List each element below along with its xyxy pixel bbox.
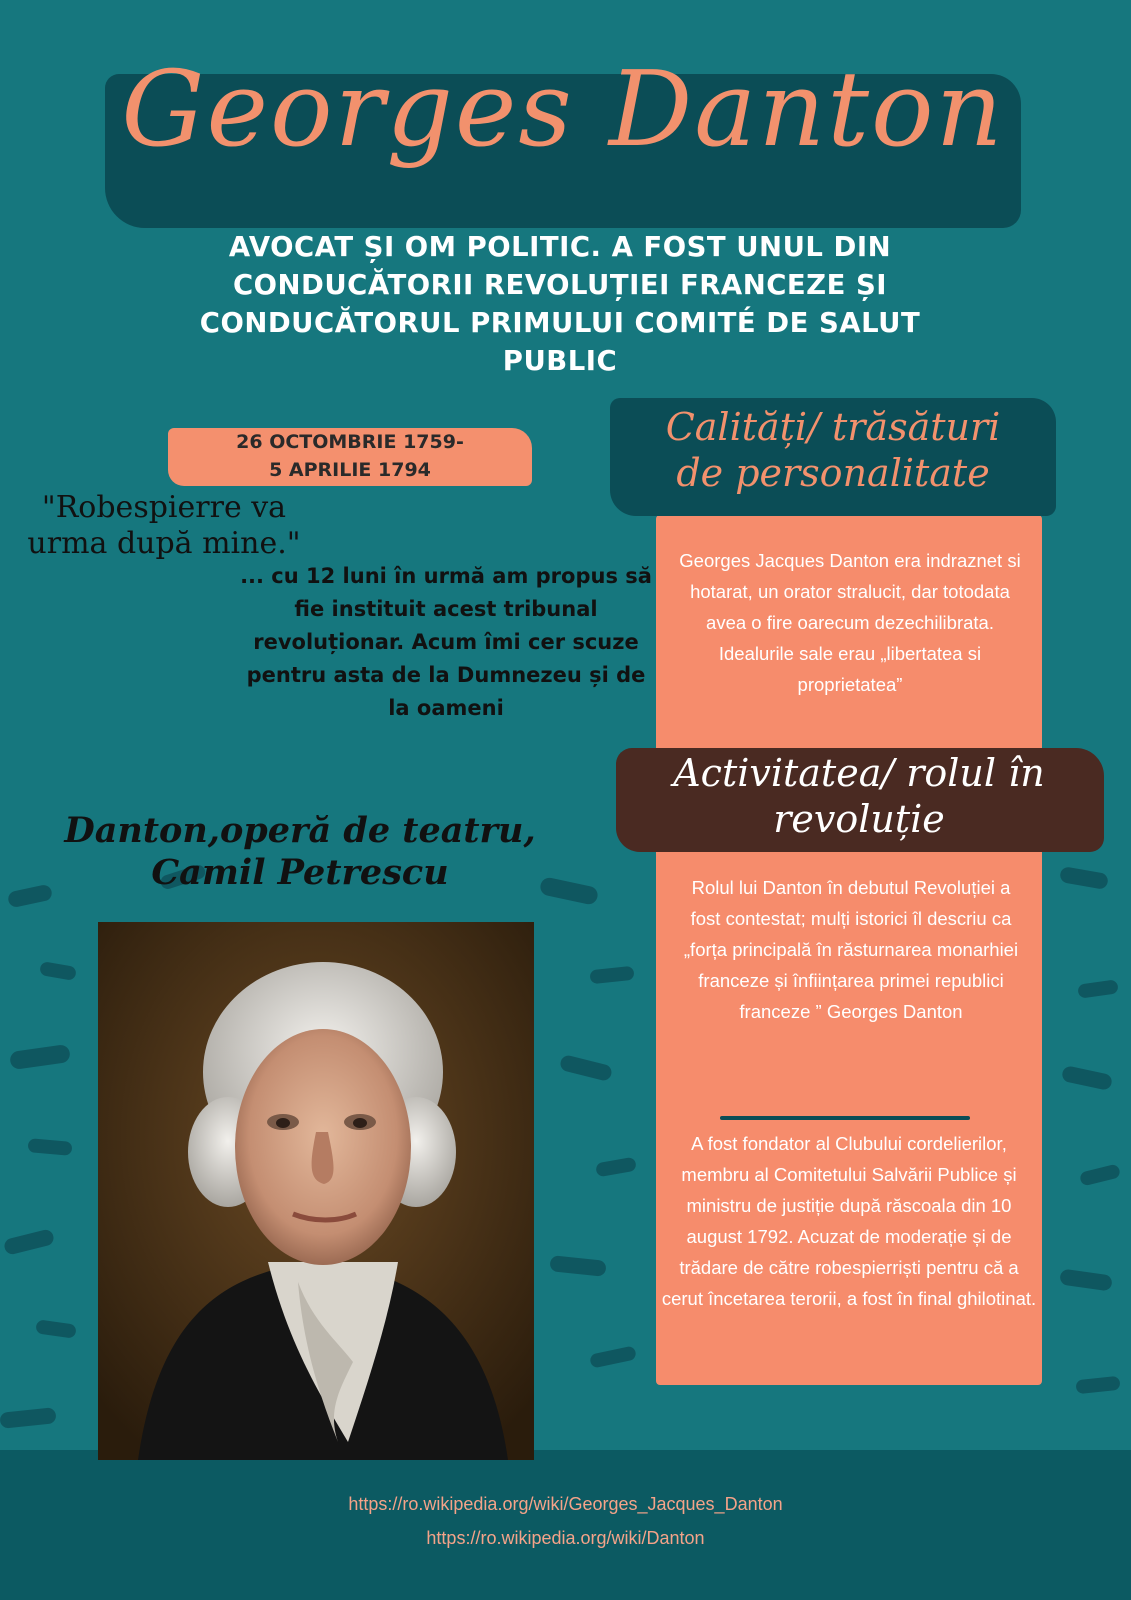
decor-dash	[1059, 1268, 1113, 1291]
decor-dash	[3, 1228, 55, 1256]
portrait-illustration	[98, 922, 534, 1460]
quote: "Robespierre va urma după mine."	[27, 490, 301, 561]
decor-dash	[589, 966, 634, 985]
subtitle: AVOCAT ȘI OM POLITIC. A FOST UNUL DIN CONDUCĂTORII REVOLUȚIEI FRANCEZE ȘI CONDUCĂTORUL PRIMULUI COMITÉ DE SALUT PUBLIC	[199, 231, 921, 377]
page-title: Georges Danton	[121, 48, 1005, 170]
decor-dash	[595, 1157, 637, 1178]
activity-heading-line2: revoluție	[773, 797, 945, 841]
traits-heading-line2: de personalitate	[676, 451, 990, 495]
decor-dash	[549, 1255, 606, 1277]
activity-text-1: Rolul lui Danton în debutul Revoluției a fost contestat; mulți istorici îl descriu ca „forța principală în răsturnarea monarhiei franceze și înființarea primei republici franceze ” Georges Danton	[683, 877, 1019, 1022]
work-title-line1: Danton,operă de teatru,	[64, 810, 536, 851]
activity-heading-line1: Activitatea/ rolul în	[673, 751, 1045, 795]
decor-dash	[1079, 1163, 1121, 1186]
activity-heading	[614, 750, 1104, 842]
decor-dash	[589, 1345, 637, 1368]
source-link-2[interactable]: https://ro.wikipedia.org/wiki/Danton	[426, 1528, 705, 1548]
work-reference	[0, 810, 610, 894]
decor-dash	[1061, 1065, 1113, 1091]
date-birth: 26 OCTOMBRIE 1759-	[236, 431, 464, 453]
date-range	[168, 428, 532, 484]
decor-dash	[27, 1138, 72, 1156]
decor-dash	[1077, 979, 1119, 998]
speech-quote: ... cu 12 luni în urmă am propus să fie instituit acest tribunal revoluționar. Acum îmi cer scuze pentru asta de la Dumnezeu și de la oameni	[240, 564, 652, 720]
decor-dash	[9, 1044, 71, 1070]
decor-dash	[0, 1407, 57, 1429]
source-link-1[interactable]: https://ro.wikipedia.org/wiki/Georges_Jacques_Danton	[348, 1494, 783, 1514]
activity-text-2: A fost fondator al Clubului cordelierilor, membru al Comitetului Salvării Publice și ministru de justiție după răscoala din 10 august 1792. Acuzat de moderație și de trădare de către robespierriști pentru că a cerut încetarea terorii, a fost în final ghilotinat.	[661, 1133, 1037, 1309]
traits-heading-line1: Calități/ trăsături	[665, 405, 1001, 449]
decor-dash	[1059, 866, 1109, 890]
work-title-line2: Camil Petrescu	[151, 852, 449, 893]
decor-dash	[559, 1054, 613, 1082]
date-death: 5 APRILIE 1794	[269, 459, 431, 481]
decor-dash	[39, 961, 77, 981]
traits-text: Georges Jacques Danton era indraznet si hotarat, un orator stralucit, dar totodata avea o fire oarecum dezechilibrata. Idealurile sale erau „libertatea si proprietatea”	[679, 550, 1021, 695]
portrait-image	[98, 922, 534, 1460]
traits-heading	[612, 404, 1054, 496]
decor-dash	[35, 1319, 77, 1338]
divider	[720, 1116, 970, 1120]
footer-band	[0, 1450, 1131, 1600]
decor-dash	[1075, 1376, 1120, 1395]
